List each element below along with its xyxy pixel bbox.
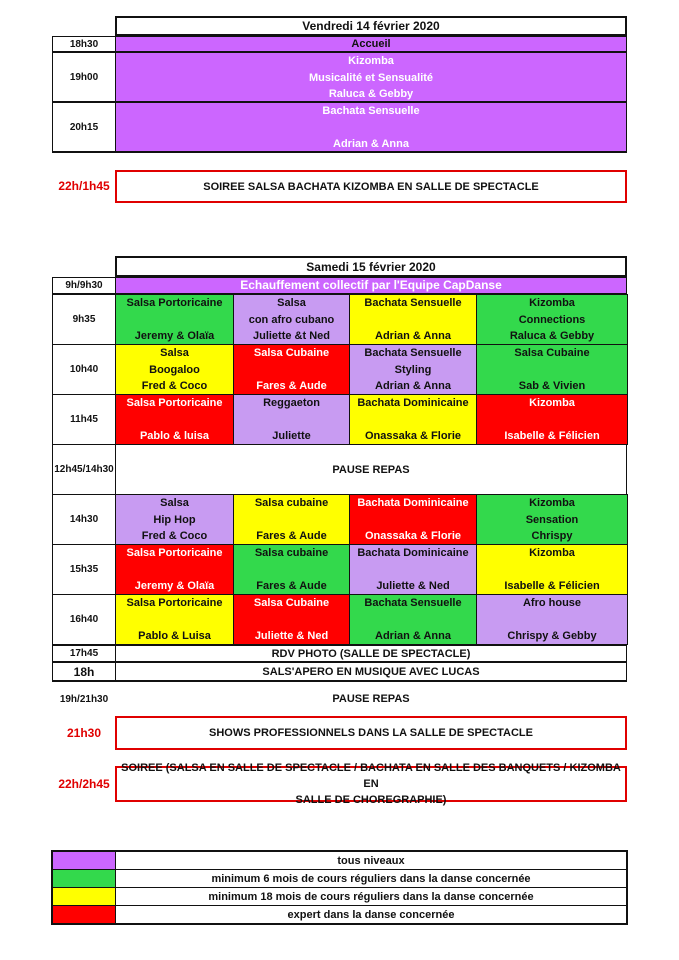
saturday-soiree-line-1: SOIREE (SALSA EN SALLE DE SPECTACLE / BACHATA EN SALLE DES BANQUETS / KIZOMBA EN: [121, 762, 621, 790]
class-title: Salsa: [160, 497, 189, 509]
class-teachers: Juliette: [272, 430, 311, 442]
friday-bachata-block: [115, 102, 627, 153]
friday-title: Vendredi 14 février 2020: [115, 16, 627, 36]
class-teachers: Jeremy & Olaïa: [134, 330, 215, 342]
class-title: Salsa cubaine: [254, 547, 329, 559]
class-teachers: Fares & Aude: [256, 530, 327, 542]
class-subtitle: [116, 612, 233, 629]
class-title: Kizomba: [529, 497, 575, 509]
class-title: Kizomba: [529, 547, 575, 559]
class-title: Bachata Dominicaine: [357, 547, 469, 559]
class-teachers: Fred & Coco: [141, 380, 208, 392]
slot-time: 12h45/14h30: [52, 444, 116, 495]
class-teachers: Adrian & Anna: [333, 138, 409, 150]
class-title: Kizomba: [529, 397, 575, 409]
class-title: Salsa Portoricaine: [126, 597, 223, 609]
class-subtitle: [116, 562, 233, 579]
class-subtitle: [234, 562, 349, 579]
class-cell: [349, 344, 477, 395]
divider: [52, 151, 116, 153]
class-title: Salsa cubaine: [254, 497, 329, 509]
legend-label: minimum 6 mois de cours réguliers dans la danse concernée: [115, 869, 627, 888]
class-title: Salsa: [160, 347, 189, 359]
class-cell: [233, 394, 350, 445]
class-teachers: Adrian & Anna: [375, 380, 451, 392]
shows-time: 21h30: [66, 726, 102, 740]
class-cell: [115, 294, 234, 345]
class-title: Bachata Dominicaine: [357, 497, 469, 509]
lunch-break: PAUSE REPAS: [115, 444, 627, 495]
class-subtitle: [477, 412, 627, 429]
shows-banner: SHOWS PROFESSIONNELS DANS LA SALLE DE SPECTACLE: [115, 716, 627, 750]
pause2-label: PAUSE REPAS: [332, 693, 410, 705]
class-cell: [115, 394, 234, 445]
legend-swatch: [52, 887, 116, 906]
friday-time-3: 20h15: [52, 102, 116, 153]
class-teachers: Raluca & Gebby: [328, 88, 414, 100]
class-cell: [349, 294, 477, 345]
class-title: Kizomba: [348, 55, 394, 67]
class-teachers: Pablo & luisa: [139, 430, 210, 442]
saturday-soiree-line-2: SALLE DE CHOREGRAPHIE): [295, 794, 447, 806]
slot-time: 9h35: [52, 294, 116, 345]
warmup-label: Echauffement collectif par l'Equipe CapDanse: [240, 278, 502, 292]
class-subtitle: Boogaloo: [149, 363, 200, 376]
apero-time: 18h: [52, 662, 116, 682]
class-teachers: Fares & Aude: [256, 380, 327, 392]
legend-swatch: [52, 869, 116, 888]
class-subtitle: [116, 312, 233, 329]
friday-accueil-label: Accueil: [351, 38, 391, 50]
class-subtitle: [234, 412, 349, 429]
class-subtitle: [350, 562, 476, 579]
class-cell: [349, 394, 477, 445]
slot-time: 10h40: [52, 344, 116, 395]
class-subtitle: [234, 512, 349, 529]
slot-time: 11h45: [52, 394, 116, 445]
friday-time-2: 19h00: [52, 52, 116, 102]
class-subtitle: [350, 612, 476, 629]
class-title: Salsa: [277, 297, 306, 309]
class-cell: [233, 344, 350, 395]
class-teachers: Pablo & Luisa: [138, 630, 211, 642]
saturday-soiree-time: 22h/2h45: [58, 777, 110, 791]
class-title: Bachata Sensuelle: [364, 597, 462, 609]
apero-row: SALS'APERO EN MUSIQUE AVEC LUCAS: [115, 662, 627, 682]
class-title: Salsa Cubaine: [514, 347, 590, 359]
slot-time: 15h35: [52, 544, 116, 595]
class-cell: [349, 544, 477, 595]
class-subtitle: Hip Hop: [153, 513, 196, 526]
legend-label: expert dans la danse concernée: [115, 905, 627, 924]
class-cell: [349, 594, 477, 645]
class-title: Salsa Cubaine: [253, 347, 330, 359]
class-teachers: Fares & Aude: [256, 580, 327, 592]
class-cell: [115, 344, 234, 395]
class-title: Salsa Portoricaine: [126, 297, 223, 309]
class-teachers: Juliette & Ned: [376, 580, 450, 592]
class-cell: [476, 494, 628, 545]
class-teachers: Jeremy & Olaïa: [134, 580, 215, 592]
class-subtitle: [350, 412, 476, 429]
class-title: Reggaeton: [263, 397, 320, 409]
saturday-title: Samedi 15 février 2020: [115, 256, 627, 277]
class-title: Afro house: [522, 597, 582, 609]
class-subtitle: [477, 562, 627, 579]
photo-row: RDV PHOTO (SALLE DE SPECTACLE): [115, 645, 627, 662]
friday-kizomba-block: [115, 52, 627, 102]
class-subtitle: [116, 120, 626, 137]
class-teachers: Onassaka & Florie: [365, 530, 461, 542]
warmup-time: 9h/9h30: [52, 277, 116, 294]
class-title: Bachata Sensuelle: [364, 347, 462, 359]
class-title: Salsa Cubaine: [253, 597, 330, 609]
class-teachers: Fred & Coco: [141, 530, 208, 542]
class-subtitle: con afro cubano: [248, 313, 335, 326]
class-title: Bachata Dominicaine: [357, 397, 469, 409]
class-cell: [115, 544, 234, 595]
class-subtitle: Styling: [394, 363, 432, 376]
class-teachers: Isabelle & Félicien: [504, 430, 600, 442]
class-subtitle: [116, 412, 233, 429]
friday-soiree-time: 22h/1h45: [58, 179, 110, 193]
slot-time: 16h40: [52, 594, 116, 645]
class-teachers: Juliette & Ned: [254, 630, 329, 642]
class-cell: [476, 294, 628, 345]
class-title: Kizomba: [529, 297, 575, 309]
class-subtitle: [234, 612, 349, 629]
class-subtitle: [350, 312, 476, 329]
class-teachers: Onassaka & Florie: [365, 430, 461, 442]
class-cell: [233, 494, 350, 545]
photo-time: 17h45: [52, 645, 116, 662]
class-teachers: Raluca & Gebby: [509, 330, 595, 342]
class-cell: [476, 394, 628, 445]
class-teachers: Isabelle & Félicien: [504, 580, 600, 592]
class-title: Salsa Portoricaine: [126, 397, 223, 409]
class-teachers: Juliette &t Ned: [252, 330, 330, 342]
class-teachers: Chrispy: [531, 530, 573, 542]
class-teachers: Adrian & Anna: [375, 630, 451, 642]
class-cell: [476, 594, 628, 645]
friday-soiree: SOIREE SALSA BACHATA KIZOMBA EN SALLE DE SPECTACLE: [115, 170, 627, 203]
class-subtitle: [350, 512, 476, 529]
legend-label: tous niveaux: [115, 851, 627, 870]
class-subtitle: Sensation: [525, 513, 579, 526]
pause2-time: 19h/21h30: [59, 693, 109, 705]
class-title: Salsa Portoricaine: [126, 547, 223, 559]
class-cell: [476, 344, 628, 395]
class-title: Bachata Sensuelle: [364, 297, 462, 309]
class-subtitle: [477, 612, 627, 629]
warmup-banner: [115, 277, 627, 294]
class-subtitle: Musicalité et Sensualité: [308, 71, 434, 84]
class-cell: [349, 494, 477, 545]
class-subtitle: [234, 362, 349, 379]
saturday-soiree: [115, 762, 627, 806]
legend-swatch: [52, 851, 116, 870]
legend-label: minimum 18 mois de cours réguliers dans la danse concernée: [115, 887, 627, 906]
friday-time-1: 18h30: [52, 36, 116, 52]
class-cell: [115, 594, 234, 645]
class-subtitle: [477, 362, 627, 379]
legend-swatch: [52, 905, 116, 924]
class-cell: [233, 544, 350, 595]
class-teachers: Adrian & Anna: [375, 330, 451, 342]
class-cell: [115, 494, 234, 545]
class-cell: [476, 544, 628, 595]
class-cell: [233, 594, 350, 645]
class-subtitle: Connections: [518, 313, 586, 326]
class-title: Bachata Sensuelle: [322, 105, 420, 117]
friday-accueil: [115, 36, 627, 52]
class-cell: [233, 294, 350, 345]
slot-time: 14h30: [52, 494, 116, 545]
class-teachers: Sab & Vivien: [518, 380, 586, 392]
class-teachers: Chrispy & Gebby: [507, 630, 597, 642]
